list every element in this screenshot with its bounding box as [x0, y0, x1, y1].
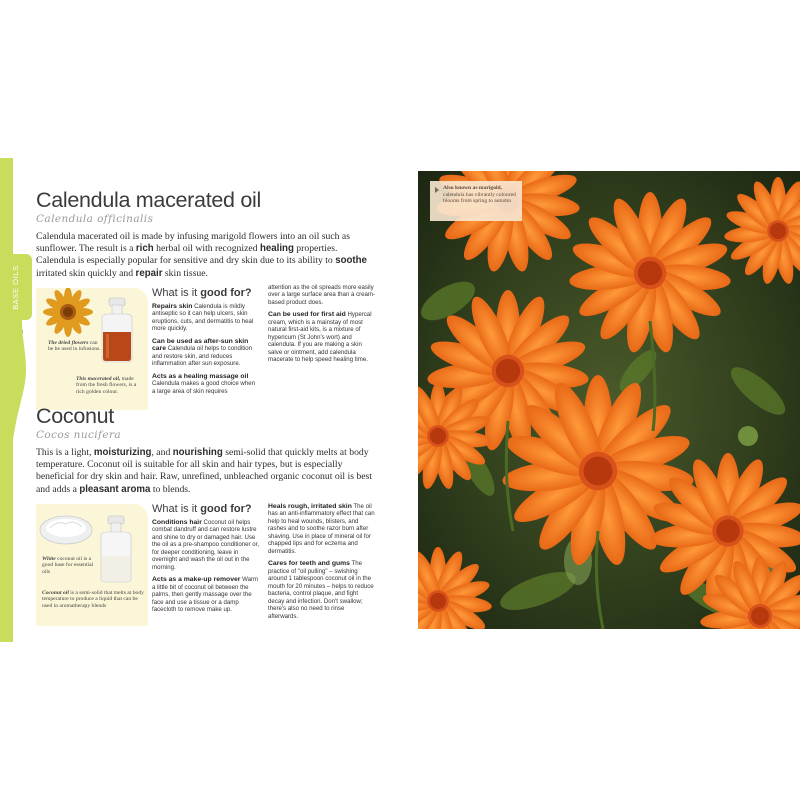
tab-wave-decoration — [0, 320, 40, 440]
benefit-item: attention as the oil spreads more easily over a large surface area than a cream-based product does. — [268, 283, 376, 306]
benefit-item: Cares for teeth and gums The practice of "oil pulling" – swishing around 1 tablespoon coconut oil in the mouth for 20 minutes – helps to reduce bacteria, control plaque, and fight decay and infection. Don't swallow; there's also no need to rinse afterwards. — [268, 560, 374, 620]
coconut-good-for-heading: What is it good for? — [152, 502, 252, 515]
benefit-item: Acts as a healing massage oil Calendula makes a good choice when a large area of skin requires — [152, 372, 255, 395]
benefit-item: Repairs skin Calendula is mildly antiseptic so it can help ulcers, skin eruptions, cuts, and dermatitis to heal more quickly. — [152, 302, 254, 333]
calendula-column-1 — [152, 303, 260, 401]
coconut-intro: This is a light, moisturizing, and nourishing semi-solid that quickly melts at body temperature. Coconut oil is suitable for all skin and hair types, but is especially beneficial for dry skin and hair. Raw, unrefined, unbleached organic coconut oil is best and adds a pleasant aroma to blends. — [36, 447, 372, 495]
calendula-photo-box — [36, 288, 148, 410]
section-tab — [0, 254, 32, 320]
calendula-intro: Calendula macerated oil is made by infusing marigold flowers into an oil such as sunflower. The result is a rich herbal oil with recognized healing properties. Calendula is especially popular for sensitive and dry skin due to its ability to soothe irritated skin quickly and repair skin tissue. — [36, 231, 367, 279]
dried-flowers-caption: The dried flowers can be be used in infusions. — [48, 339, 101, 353]
benefit-item: Conditions hair Coconut oil helps combat dandruff and can restore lustre and shine to dry or damaged hair. Use the oil as a pre-shampoo conditioner or, for deeper conditioning, leave in overnight and wash the oil out in the morning. — [152, 518, 260, 571]
photo-caption-box — [430, 181, 522, 221]
benefit-item: Acts as a make-up remover Warm a little bit of coconut oil between the palms, then gently massage over the face and use a tissue or a damp facecloth to remove make up. — [152, 576, 259, 614]
coconut-column-1 — [152, 519, 260, 619]
coconut-section — [36, 404, 378, 652]
photo-caption: Also known as marigold, calendula has vibrantly coloured blooms from spring to autumn — [443, 185, 516, 205]
coconut-title: Coconut — [36, 404, 114, 428]
coconut-photo-box — [36, 504, 148, 626]
caption-pointer-icon — [435, 187, 439, 193]
white-coconut-oil-caption: White coconut oil is a good base for essential oils — [42, 555, 94, 575]
benefit-item: Can be used for first aid Hypercal cream, which is a mainstay of most natural first-aid kits, is a mixture of hypericum (St John's wort) and calendula. If you are making a skin salve or ointment, add calendula macerate to help speed healing time. — [268, 311, 372, 364]
calendula-good-for-heading: What is it good for? — [152, 286, 252, 299]
benefit-item: Can be used as after-sun skin care Calendula oil helps to condition and restore skin, and reduces inflammation after sun exposure. — [152, 337, 253, 368]
coconut-details — [36, 502, 378, 652]
benefit-item: Heals rough, irritated skin The oil has an anti-inflammatory effect that can help to heal wounds, blisters, and rashes and to soothe razor burn after shaving. Use in place of mineral oil for chapped lips and for eczema and dermatitis. — [268, 502, 375, 555]
marigold-flowers-image — [418, 171, 800, 629]
calendula-section — [36, 188, 378, 436]
coconut-latin-name: Cocos nucifera — [36, 429, 122, 441]
book-spread — [0, 158, 800, 642]
section-label: BASE OILS — [10, 264, 20, 310]
calendula-title: Calendula macerated oil — [36, 188, 261, 212]
marigold-photo — [418, 171, 800, 629]
calendula-column-2 — [268, 284, 376, 369]
macerated-oil-caption: This macerated oil, made from the fresh flowers, is a rich golden colour. — [76, 375, 137, 395]
coconut-column-2 — [268, 503, 376, 626]
calendula-latin-name: Calendula officinalis — [36, 213, 154, 225]
coconut-oil-caption: Coconut oil is a semi-solid that melts at body temperature to produce a liquid that can be used in aromatherapy blends — [42, 589, 144, 609]
